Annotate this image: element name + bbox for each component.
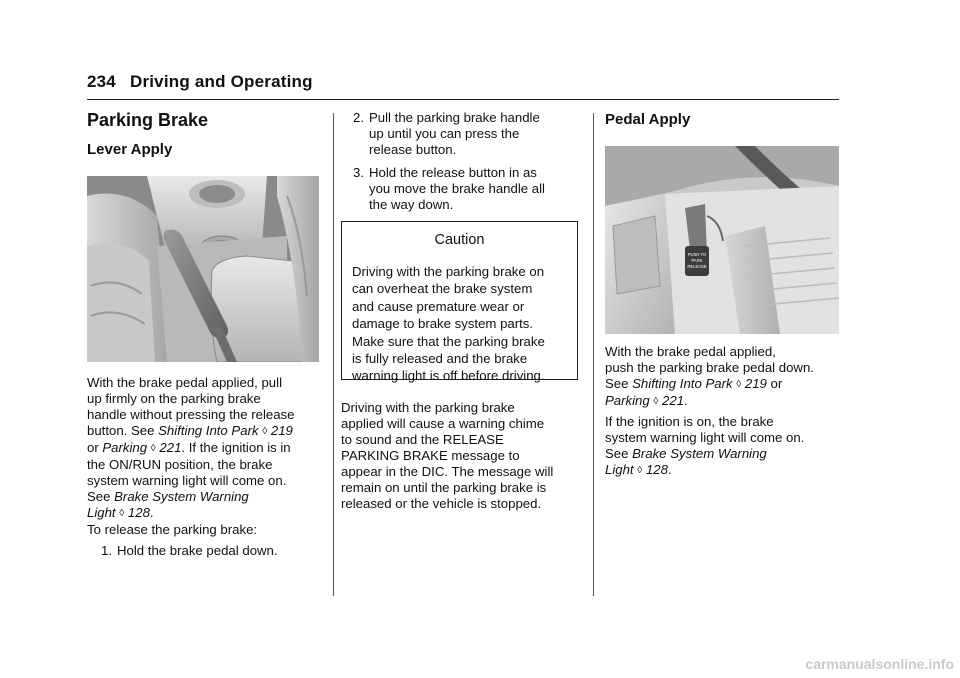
step-text: release button. (369, 142, 457, 157)
lever-apply-paragraph (87, 375, 327, 522)
reference-symbol: ◊ (119, 508, 125, 519)
text-line: damage to brake system parts. (352, 316, 534, 332)
text-line: remain on until the parking brake is (341, 480, 547, 495)
text-line: push the parking brake pedal down. (605, 360, 814, 375)
text-line: system warning light will come on. (605, 430, 805, 445)
link-parking[interactable]: Parking (605, 393, 650, 408)
section-title: Driving and Operating (129, 72, 313, 91)
text-line: appear in the DIC. The message will (341, 464, 554, 479)
subheading-lever-apply: Lever Apply (87, 141, 173, 158)
column-divider-2 (593, 113, 594, 596)
step-text: Hold the release button in as (369, 165, 537, 180)
text-line (87, 505, 327, 522)
step-number: 2. (353, 110, 364, 125)
text-line: system warning light will come on. (87, 473, 287, 488)
pedal-label-line: PUSH TO (687, 252, 707, 257)
text-line (87, 423, 327, 440)
text-line: Driving with the parking brake on (352, 264, 545, 279)
text-fragment: . (149, 505, 154, 520)
text-line: up firmly on the parking brake (87, 391, 261, 406)
text-fragment: . If the ignition is in (181, 440, 291, 455)
reference-symbol: ◊ (637, 465, 643, 476)
page-ref-128[interactable]: 128 (645, 462, 668, 477)
page-ref-221[interactable]: 221 (159, 440, 182, 455)
text-fragment: See (605, 376, 633, 391)
watermark: carmanualsonline.info (805, 656, 954, 672)
text-line: Driving with the parking brake (341, 400, 515, 415)
page-number: 234 (87, 72, 116, 91)
link-brake-system-warning[interactable]: Brake System Warning (114, 489, 249, 504)
step-text: Pull the parking brake handle (369, 110, 540, 125)
link-parking[interactable]: Parking (102, 440, 148, 455)
page-ref-219[interactable]: 219 (270, 423, 293, 438)
text-line: applied will cause a warning chime (341, 416, 545, 431)
text-line: With the brake pedal applied, (605, 344, 776, 359)
reference-symbol: ◊ (262, 426, 268, 437)
text-line (605, 462, 845, 479)
step-text: up until you can press the (369, 126, 520, 141)
page-ref-221[interactable]: 221 (662, 393, 685, 408)
text-line (605, 393, 845, 410)
list-item-step-3 (353, 165, 583, 213)
text-line (87, 489, 327, 505)
page-ref-128[interactable]: 128 (127, 505, 150, 520)
pedal-apply-paragraph (605, 344, 845, 410)
caution-body (352, 263, 577, 385)
text-line: If the ignition is on, the brake (605, 414, 774, 429)
text-line: the ON/RUN position, the brake (87, 457, 273, 472)
text-line (605, 446, 845, 462)
ignition-paragraph (605, 414, 845, 479)
link-brake-system-warning[interactable]: Brake System Warning (632, 446, 767, 461)
text-fragment: button. See (87, 423, 159, 438)
text-fragment: or (87, 440, 103, 455)
step-number: 3. (353, 165, 364, 180)
text-line (605, 376, 845, 393)
text-line: to sound and the RELEASE (341, 432, 504, 447)
text-line: can overheat the brake system (352, 281, 533, 297)
text-line: released or the vehicle is stopped. (341, 496, 542, 511)
text-line: With the brake pedal applied, pull (87, 375, 283, 390)
text-fragment: See (87, 489, 115, 504)
text-line: is fully released and the brake (352, 351, 528, 367)
header-rule (87, 99, 839, 100)
release-intro: To release the parking brake: (87, 522, 258, 537)
step-text: Hold the brake pedal down. (117, 543, 278, 558)
text-line: PARKING BRAKE message to (341, 448, 520, 463)
reference-symbol: ◊ (150, 443, 156, 454)
text-line: warning light is off before driving. (352, 368, 545, 384)
step-text: the way down. (369, 197, 454, 212)
text-fragment: . (684, 393, 688, 408)
text-fragment: or (766, 376, 783, 391)
link-brake-system-warning-light[interactable]: Light (605, 462, 634, 477)
link-shifting-into-park[interactable]: Shifting Into Park (158, 423, 259, 438)
pedal-label-line: RELEASE (687, 264, 707, 269)
text-fragment: . (667, 462, 672, 477)
caution-title: Caution (434, 232, 485, 248)
section-heading: Parking Brake (87, 110, 209, 130)
page-header (87, 72, 313, 92)
text-line (87, 440, 327, 457)
reference-symbol: ◊ (736, 379, 742, 390)
step-text: you move the brake handle all (369, 181, 545, 196)
subheading-pedal-apply: Pedal Apply (605, 111, 691, 128)
reference-symbol: ◊ (653, 396, 659, 407)
page-ref-219[interactable]: 219 (744, 376, 767, 391)
link-shifting-into-park[interactable]: Shifting Into Park (632, 376, 733, 391)
pedal-label-line: PARK (691, 258, 703, 263)
warning-chime-paragraph (341, 400, 586, 512)
text-fragment: See (605, 446, 633, 461)
text-line: Make sure that the parking brake (352, 333, 545, 349)
list-item-step-1 (101, 543, 278, 559)
step-number: 1. (101, 543, 112, 558)
caution-box (341, 221, 578, 384)
pedal-apply-illustration (605, 146, 839, 334)
list-item-step-2 (353, 110, 583, 158)
column-divider-1 (333, 113, 334, 596)
link-brake-system-warning-light[interactable]: Light (87, 505, 116, 520)
text-line: and cause premature wear or (352, 298, 525, 314)
lever-apply-illustration (87, 176, 319, 362)
text-line: handle without pressing the release (87, 407, 295, 422)
